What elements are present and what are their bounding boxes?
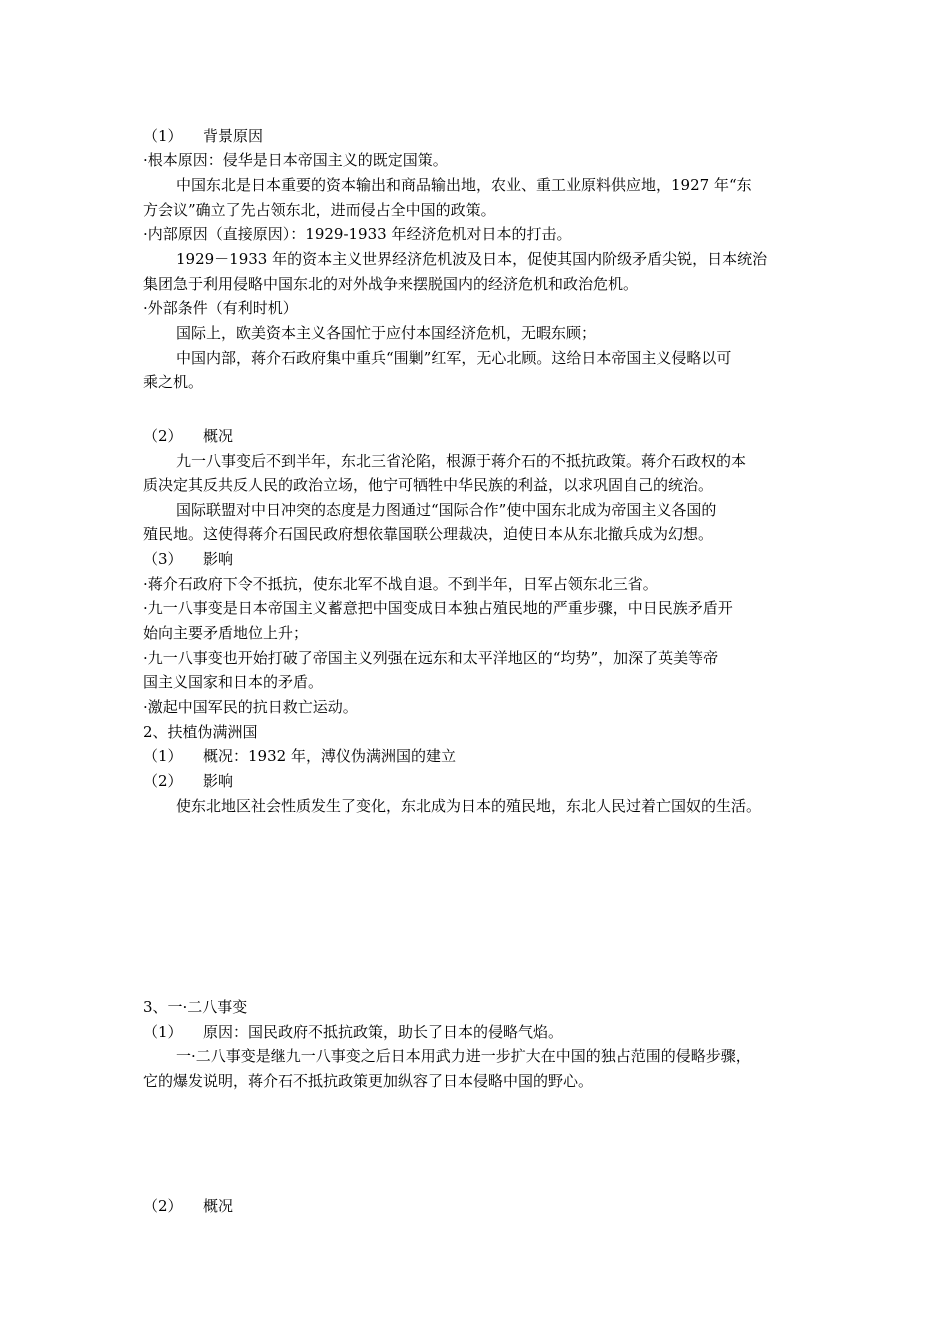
heading-text: 背景原因 bbox=[203, 127, 264, 145]
heading-impact bbox=[143, 547, 833, 571]
heading-shanghai-cause bbox=[143, 1020, 833, 1044]
bullet-internal-cause: ·内部原因（直接原因）：1929-1933 年经济危机对日本的打击。 bbox=[143, 225, 572, 243]
heading-text: 概况 bbox=[203, 427, 234, 445]
heading-text: 影响 bbox=[203, 772, 234, 790]
paragraph-overview-1: 九一八事变后不到半年，东北三省沦陷，根源于蒋介石的不抵抗政策。蒋介石政权的本 bbox=[176, 452, 747, 470]
paragraph-northeast-cont: 方会议”确立了先占领东北，进而侵占全中国的政策。 bbox=[143, 201, 496, 219]
heading-shanghai-overview bbox=[143, 1194, 833, 1218]
heading-overview bbox=[143, 424, 833, 448]
paragraph-crisis: 1929－1933 年的资本主义世界经济危机波及日本，促使其国内阶级矛盾尖锐，日本统治 bbox=[176, 250, 768, 268]
paragraph-overview-2: 国际联盟对中日冲突的态度是力图通过“国际合作”使中国东北成为帝国主义各国的 bbox=[176, 501, 717, 519]
paragraph-shanghai: 一·二八事变是继九一八事变之后日本用武力进一步扩大在中国的独占范围的侵略步骤， bbox=[176, 1047, 751, 1065]
paragraph-overview-2-cont: 殖民地。这使得蒋介石国民政府想依靠国联公理裁决，迫使日本从东北撤兵成为幻想。 bbox=[143, 525, 714, 543]
heading-text: 影响 bbox=[203, 550, 234, 568]
paragraph-manchukuo-impact: 使东北地区社会性质发生了变化，东北成为日本的殖民地，东北人民过着亡国奴的生活。 bbox=[176, 797, 762, 815]
heading-number: （2） bbox=[143, 427, 183, 445]
paragraph-domestic-cont: 乘之机。 bbox=[143, 373, 204, 391]
paragraph-domestic: 中国内部，蒋介石政府集中重兵“围剿”红军，无心北顾。这给日本帝国主义侵略以可 bbox=[176, 349, 732, 367]
bullet-external-conditions: ·外部条件（有利时机） bbox=[143, 299, 298, 317]
bullet-impact-2: ·九一八事变是日本帝国主义蓄意把中国变成日本独占殖民地的严重步骤，中日民族矛盾开 bbox=[143, 599, 733, 617]
heading-number: （1） bbox=[143, 1023, 183, 1041]
bullet-impact-2-cont: 始向主要矛盾地位上升； bbox=[143, 624, 309, 642]
heading-text: 原因：国民政府不抵抗政策，助长了日本的侵略气焰。 bbox=[203, 1023, 564, 1041]
paragraph-northeast: 中国东北是日本重要的资本输出和商品输出地，农业、重工业原料供应地，1927 年“东 bbox=[176, 176, 752, 194]
heading-text: 概况：1932 年，溥仪伪满洲国的建立 bbox=[203, 747, 456, 765]
heading-number: （1） bbox=[143, 127, 183, 145]
heading-number: （1） bbox=[143, 747, 183, 765]
heading-manchukuo-impact bbox=[143, 769, 833, 793]
paragraph-international: 国际上，欧美资本主义各国忙于应付本国经济危机，无暇东顾； bbox=[176, 324, 597, 342]
bullet-impact-3-cont: 国主义国家和日本的矛盾。 bbox=[143, 673, 324, 691]
bullet-impact-3: ·九一八事变也开始打破了帝国主义列强在远东和太平洋地区的“均势”，加深了英美等帝 bbox=[143, 649, 719, 667]
heading-background bbox=[143, 124, 833, 148]
heading-number: （2） bbox=[143, 772, 183, 790]
bullet-root-cause: ·根本原因：侵华是日本帝国主义的既定国策。 bbox=[143, 151, 448, 169]
section-title-shanghai: 3、一·二八事变 bbox=[143, 998, 248, 1016]
paragraph-shanghai-cont: 它的爆发说明，蒋介石不抵抗政策更加纵容了日本侵略中国的野心。 bbox=[143, 1072, 594, 1090]
heading-number: （3） bbox=[143, 550, 183, 568]
heading-number: （2） bbox=[143, 1197, 183, 1215]
paragraph-crisis-cont: 集团急于利用侵略中国东北的对外战争来摆脱国内的经济危机和政治危机。 bbox=[143, 275, 639, 293]
heading-manchukuo-overview bbox=[143, 744, 833, 768]
paragraph-overview-1-cont: 质决定其反共反人民的政治立场，他宁可牺牲中华民族的利益，以求巩固自己的统治。 bbox=[143, 476, 714, 494]
section-title-manchukuo: 2、扶植伪满洲国 bbox=[143, 723, 258, 741]
bullet-impact-4: ·激起中国军民的抗日救亡运动。 bbox=[143, 698, 358, 716]
bullet-impact-1: ·蒋介石政府下令不抵抗，使东北军不战自退。不到半年，日军占领东北三省。 bbox=[143, 575, 658, 593]
heading-text: 概况 bbox=[203, 1197, 234, 1215]
